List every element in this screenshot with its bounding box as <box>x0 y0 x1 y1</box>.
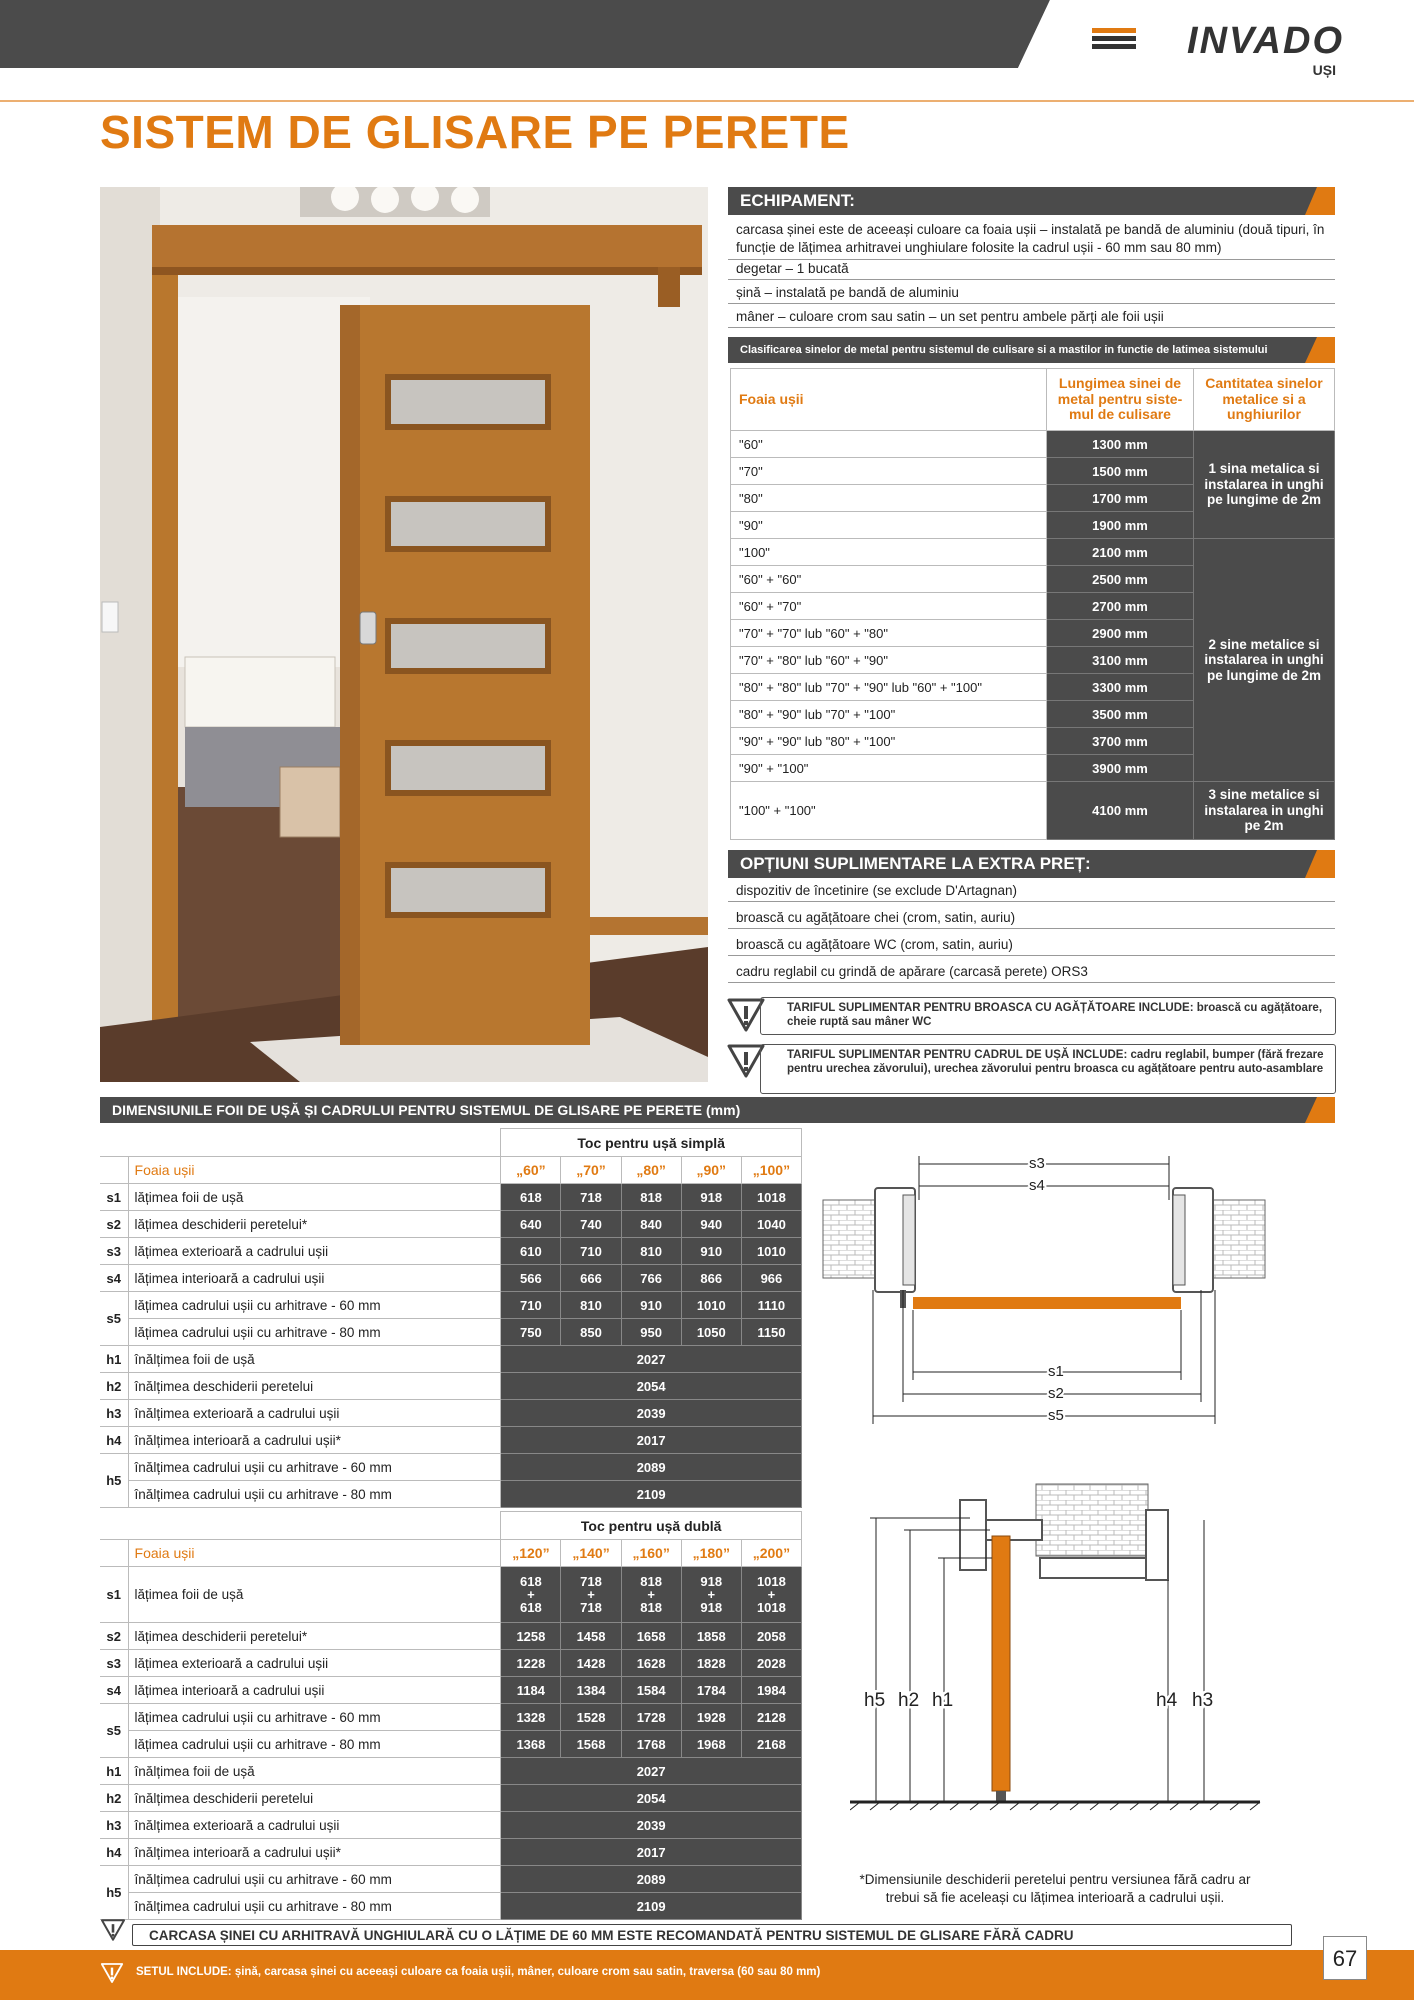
dim-label-s5: s5 <box>1048 1407 1064 1424</box>
cls-door: "80" <box>731 485 1047 512</box>
cell-bottom: 918 <box>700 1600 723 1615</box>
row-label: lățimea cadrului ușii cu arhitrave - 80 mm <box>128 1319 501 1346</box>
equipment-item: șină – instalată pe bandă de aluminiu <box>728 282 1335 304</box>
cell <box>561 1567 621 1623</box>
cell: 866 <box>681 1265 741 1292</box>
cell: 1050 <box>681 1319 741 1346</box>
cell: 2058 <box>741 1623 801 1650</box>
cell: 710 <box>501 1292 561 1319</box>
row-label: lățimea cadrului ușii cu arhitrave - 80 mm <box>128 1731 501 1758</box>
row-code: s2 <box>100 1211 128 1238</box>
cls-door: "80" + "80" lub "70" + "90" lub "60" + "100" <box>731 674 1047 701</box>
warning-icon <box>100 1962 124 1984</box>
cell: 850 <box>561 1319 621 1346</box>
cell: 840 <box>621 1211 681 1238</box>
cell <box>741 1567 801 1623</box>
cell-bottom: 1018 <box>756 1600 786 1615</box>
row-label: înălțimea foii de ușă <box>128 1758 501 1785</box>
brand-name: INVADO <box>1187 20 1344 62</box>
cls-length: 2900 mm <box>1047 620 1194 647</box>
dim-label-h2: h2 <box>898 1690 920 1711</box>
row-code: s5 <box>100 1292 128 1346</box>
lock-surcharge-note: TARIFUL SUPLIMENTAR PENTRU BROASCA CU AGĂȚĂTOARE INCLUDE: broască cu agățătoare, cheie ruptă sau mâner WC <box>760 997 1336 1035</box>
cell: 1328 <box>501 1704 561 1731</box>
brand-logo <box>1084 18 1344 78</box>
col-count: Cantitatea sinelor metalice si a unghiurilor <box>1194 369 1335 431</box>
cls-count: 1 sina metalica si instalarea in unghi pe lungime de 2m <box>1194 431 1335 539</box>
cell: 1184 <box>501 1677 561 1704</box>
cell: 640 <box>501 1211 561 1238</box>
single-caption: Toc pentru ușă simplă <box>501 1129 802 1157</box>
door-label: Foaia ușii <box>128 1157 501 1184</box>
dim-label-s1: s1 <box>1048 1363 1064 1380</box>
cell: 750 <box>501 1319 561 1346</box>
cell: 910 <box>621 1292 681 1319</box>
dim-label-s3: s3 <box>1029 1155 1045 1172</box>
option-item: broască cu agățătoare WC (crom, satin, auriu) <box>728 934 1335 956</box>
warning-icon <box>100 1918 126 1942</box>
cell <box>621 1567 681 1623</box>
cell-plus: + <box>767 1587 776 1602</box>
heading-accent-icon <box>1305 187 1335 215</box>
cell: 2054 <box>501 1785 802 1812</box>
options-heading <box>728 850 1335 878</box>
row-label: înălțimea foii de ușă <box>128 1346 501 1373</box>
row-code: h1 <box>100 1758 128 1785</box>
cls-door: "70" + "80" lub "60" + "90" <box>731 647 1047 674</box>
cell: 1384 <box>561 1677 621 1704</box>
cell: 918 <box>681 1184 741 1211</box>
cell-plus: + <box>707 1587 716 1602</box>
cell-bottom: 818 <box>640 1600 662 1615</box>
cls-length: 2700 mm <box>1047 593 1194 620</box>
equipment-heading <box>728 187 1335 215</box>
rail-classification-table <box>730 368 1335 840</box>
row-code: h3 <box>100 1812 128 1839</box>
cell-bottom: 718 <box>580 1600 602 1615</box>
size-header: „200” <box>741 1540 801 1567</box>
row-code: s2 <box>100 1623 128 1650</box>
cell-bottom: 618 <box>520 1600 542 1615</box>
cell: 2109 <box>501 1481 802 1508</box>
cls-length: 1500 mm <box>1047 458 1194 485</box>
cell: 1728 <box>621 1704 681 1731</box>
row-code: h2 <box>100 1373 128 1400</box>
row-label: înălțimea deschiderii peretelui <box>128 1785 501 1812</box>
cls-length: 1900 mm <box>1047 512 1194 539</box>
equipment-item: carcasa șinei este de aceeași culoare ca foaia ușii – instalată pe bandă de aluminiu (două tipuri, în funcție de lățimea arhitravei unghiulare folosite la cadrul ușii - 60 mm sau 80 mm) <box>728 218 1335 260</box>
cell: 1040 <box>741 1211 801 1238</box>
cell-top: 918 <box>700 1574 723 1589</box>
row-label: înălțimea deschiderii peretelui <box>128 1373 501 1400</box>
row-label: înălțimea cadrului ușii cu arhitrave - 60 mm <box>128 1454 501 1481</box>
row-label: înălțimea cadrului ușii cu arhitrave - 80 mm <box>128 1893 501 1920</box>
col-length: Lungimea sinei de metal pentru siste-mul de culisare <box>1047 369 1194 431</box>
heading-accent-icon <box>1305 850 1335 878</box>
row-label: lățimea interioară a cadrului ușii <box>128 1677 501 1704</box>
cell: 1110 <box>741 1292 801 1319</box>
row-label: înălțimea cadrului ușii cu arhitrave - 80 mm <box>128 1481 501 1508</box>
cell: 610 <box>501 1238 561 1265</box>
col-door: Foaia ușii <box>731 369 1047 431</box>
row-label: lățimea cadrului ușii cu arhitrave - 60 mm <box>128 1704 501 1731</box>
cell: 740 <box>561 1211 621 1238</box>
row-code: h4 <box>100 1839 128 1866</box>
cell: 1428 <box>561 1650 621 1677</box>
size-header: „60” <box>501 1157 561 1184</box>
size-header: „120” <box>501 1540 561 1567</box>
header-divider <box>0 100 1414 102</box>
footnote: *Dimensiunile deschiderii peretelui pentru versiunea fără cadru ar trebui să fie aceleași cu lățimea interioară a cadrului ușii. <box>859 1872 1251 1905</box>
cell: 1258 <box>501 1623 561 1650</box>
cell: 2089 <box>501 1866 802 1893</box>
row-label: înălțimea exterioară a cadrului ușii <box>128 1400 501 1427</box>
cell: 1968 <box>681 1731 741 1758</box>
frame-surcharge-note: TARIFUL SUPLIMENTAR PENTRU CADRUL DE UȘĂ INCLUDE: cadru reglabil, bumper (fără frezare pentru urechea zăvorului), urechea zăvorului pentru broasca cu agățătoare pentru auto-asamblare <box>760 1044 1336 1094</box>
cell: 666 <box>561 1265 621 1292</box>
cell: 2039 <box>501 1400 802 1427</box>
cell: 1150 <box>741 1319 801 1346</box>
row-label: înălțimea exterioară a cadrului ușii <box>128 1812 501 1839</box>
cell: 1228 <box>501 1650 561 1677</box>
cls-door: "60" <box>731 431 1047 458</box>
row-label: lățimea exterioară a cadrului ușii <box>128 1238 501 1265</box>
row-label: lățimea deschiderii peretelui* <box>128 1211 501 1238</box>
cls-length: 3700 mm <box>1047 728 1194 755</box>
cls-length: 2100 mm <box>1047 539 1194 566</box>
size-header: „140” <box>561 1540 621 1567</box>
row-label: lățimea interioară a cadrului ușii <box>128 1265 501 1292</box>
cell: 1928 <box>681 1704 741 1731</box>
cell: 1768 <box>621 1731 681 1758</box>
cls-door: "60" + "70" <box>731 593 1047 620</box>
cell: 710 <box>561 1238 621 1265</box>
row-label: lățimea cadrului ușii cu arhitrave - 60 mm <box>128 1292 501 1319</box>
recommendation-note: CARCASA ȘINEI CU ARHITRAVĂ UNGHIULARĂ CU O LĂȚIME DE 60 MM ESTE RECOMANDATĂ PENTRU SISTEMUL DE GLISARE FĂRĂ CADRU <box>132 1924 1292 1946</box>
frame-width-diagram <box>815 1150 1275 1430</box>
size-header: „90” <box>681 1157 741 1184</box>
row-code: h4 <box>100 1427 128 1454</box>
option-item: dispozitiv de încetinire (se exclude D'Artagnan) <box>728 880 1335 902</box>
cell: 1018 <box>741 1184 801 1211</box>
cell: 810 <box>621 1238 681 1265</box>
set-includes: SETUL INCLUDE: șină, carcasa șinei cu aceeași culoare ca foaia ușii, mâner, culoare crom sau satin, traversa (60 sau 80 mm) <box>136 1966 821 1978</box>
cell: 950 <box>621 1319 681 1346</box>
cls-door: "60" + "60" <box>731 566 1047 593</box>
cell <box>681 1567 741 1623</box>
cell: 718 <box>561 1184 621 1211</box>
double-caption: Toc pentru ușă dublă <box>501 1512 802 1540</box>
cell: 2109 <box>501 1893 802 1920</box>
cell: 1858 <box>681 1623 741 1650</box>
cell: 2168 <box>741 1731 801 1758</box>
row-code: h5 <box>100 1454 128 1508</box>
dim-label-s4: s4 <box>1029 1177 1045 1194</box>
dim-label-h3: h3 <box>1192 1690 1214 1711</box>
cls-length: 3300 mm <box>1047 674 1194 701</box>
equipment-heading-text: ECHIPAMENT: <box>740 191 855 210</box>
options-heading-text: OPȚIUNI SUPLIMENTARE LA EXTRA PREȚ: <box>740 854 1091 873</box>
cell: 618 <box>501 1184 561 1211</box>
size-header: „70” <box>561 1157 621 1184</box>
row-label: lățimea exterioară a cadrului ușii <box>128 1650 501 1677</box>
row-code: s5 <box>100 1704 128 1758</box>
cls-length: 3500 mm <box>1047 701 1194 728</box>
cell-top: 618 <box>520 1574 542 1589</box>
cell: 566 <box>501 1265 561 1292</box>
cell: 818 <box>621 1184 681 1211</box>
row-code: h5 <box>100 1866 128 1920</box>
single-door-table <box>100 1128 802 1508</box>
cell: 2017 <box>501 1427 802 1454</box>
heading-accent-icon <box>1305 1097 1335 1123</box>
classification-heading <box>728 337 1335 363</box>
page-title: SISTEM DE GLISARE PE PERETE <box>100 106 850 158</box>
cell: 2027 <box>501 1346 802 1373</box>
dim-label-s2: s2 <box>1048 1385 1064 1402</box>
cell: 2054 <box>501 1373 802 1400</box>
cls-door: "100" + "100" <box>731 782 1047 840</box>
dimensions-heading <box>100 1097 1335 1123</box>
row-label: lățimea foii de ușă <box>128 1184 501 1211</box>
cell <box>501 1567 561 1623</box>
cls-count: 2 sine metalice si instalarea in unghi pe lungime de 2m <box>1194 539 1335 782</box>
double-door-table <box>100 1511 802 1920</box>
cell: 1368 <box>501 1731 561 1758</box>
option-item: broască cu agățătoare chei (crom, satin, auriu) <box>728 907 1335 929</box>
heading-accent-icon <box>1305 337 1335 363</box>
row-code: s3 <box>100 1650 128 1677</box>
equipment-item: mâner – culoare crom sau satin – un set pentru ambele părți ale foii ușii <box>728 306 1335 328</box>
row-code: s4 <box>100 1677 128 1704</box>
cell: 2089 <box>501 1454 802 1481</box>
cell: 2017 <box>501 1839 802 1866</box>
size-header: „180” <box>681 1540 741 1567</box>
dim-label-h1: h1 <box>932 1690 954 1711</box>
dimensions-heading-text: DIMENSIUNILE FOII DE UȘĂ ȘI CADRULUI PENTRU SISTEMUL DE GLISARE PE PERETE (mm) <box>112 1102 741 1118</box>
row-code: s1 <box>100 1567 128 1623</box>
cell: 2128 <box>741 1704 801 1731</box>
size-header: „100” <box>741 1157 801 1184</box>
cls-length: 4100 mm <box>1047 782 1194 840</box>
cell: 910 <box>681 1238 741 1265</box>
cls-door: "70" <box>731 458 1047 485</box>
row-code: h2 <box>100 1785 128 1812</box>
cell: 810 <box>561 1292 621 1319</box>
option-item: cadru reglabil cu grindă de apărare (carcasă perete) ORS3 <box>728 961 1335 983</box>
dim-label-h5: h5 <box>864 1690 886 1711</box>
cell-plus: + <box>587 1587 595 1602</box>
row-label: lățimea foii de ușă <box>128 1567 501 1623</box>
cls-length: 2500 mm <box>1047 566 1194 593</box>
cls-door: "100" <box>731 539 1047 566</box>
equipment-item: degetar – 1 bucată <box>728 258 1335 280</box>
cell-top: 818 <box>640 1574 662 1589</box>
door-label: Foaia ușii <box>128 1540 501 1567</box>
brand-sub: UȘI <box>1312 62 1336 78</box>
frame-height-diagram <box>850 1480 1270 1840</box>
row-label: înălțimea interioară a cadrului ușii* <box>128 1427 501 1454</box>
cls-door: "80" + "90" lub "70" + "100" <box>731 701 1047 728</box>
cls-length: 1300 mm <box>1047 431 1194 458</box>
cls-door: "90" + "90" lub "80" + "100" <box>731 728 1047 755</box>
dim-label-h4: h4 <box>1156 1690 1178 1711</box>
page-number: 67 <box>1323 1936 1367 1980</box>
row-code: s4 <box>100 1265 128 1292</box>
cell: 1568 <box>561 1731 621 1758</box>
cell: 766 <box>621 1265 681 1292</box>
cell: 1010 <box>681 1292 741 1319</box>
cell: 966 <box>741 1265 801 1292</box>
cls-length: 3100 mm <box>1047 647 1194 674</box>
cell: 1528 <box>561 1704 621 1731</box>
cell: 940 <box>681 1211 741 1238</box>
cell: 1658 <box>621 1623 681 1650</box>
cls-door: "70" + "70" lub "60" + "80" <box>731 620 1047 647</box>
cell: 1984 <box>741 1677 801 1704</box>
row-label: lățimea deschiderii peretelui* <box>128 1623 501 1650</box>
sliding-door-photo <box>100 187 708 1082</box>
size-header: „80” <box>621 1157 681 1184</box>
cell: 2039 <box>501 1812 802 1839</box>
classification-heading-text: Clasificarea sinelor de metal pentru sistemul de culisare si a mastilor in functie de latimea sistemului <box>740 344 1268 356</box>
logo-stripes-icon <box>1092 28 1136 56</box>
cell-plus: + <box>527 1587 535 1602</box>
row-code: h1 <box>100 1346 128 1373</box>
cell: 1784 <box>681 1677 741 1704</box>
cls-door: "90" <box>731 512 1047 539</box>
row-label: înălțimea cadrului ușii cu arhitrave - 60 mm <box>128 1866 501 1893</box>
cell: 1628 <box>621 1650 681 1677</box>
row-label: înălțimea interioară a cadrului ușii* <box>128 1839 501 1866</box>
footer-bar <box>0 1950 1414 2000</box>
cls-door: "90" + "100" <box>731 755 1047 782</box>
row-code: s1 <box>100 1184 128 1211</box>
cell: 1010 <box>741 1238 801 1265</box>
cell-top: 1018 <box>756 1574 786 1589</box>
cell: 1584 <box>621 1677 681 1704</box>
size-header: „160” <box>621 1540 681 1567</box>
row-code: h3 <box>100 1400 128 1427</box>
cell: 2028 <box>741 1650 801 1677</box>
cell: 1458 <box>561 1623 621 1650</box>
cls-length: 1700 mm <box>1047 485 1194 512</box>
cls-count: 3 sine metalice si instalarea in unghi pe 2m <box>1194 782 1335 840</box>
cell: 1828 <box>681 1650 741 1677</box>
cls-length: 3900 mm <box>1047 755 1194 782</box>
cell-top: 718 <box>580 1574 602 1589</box>
cell-plus: + <box>647 1587 655 1602</box>
cell: 2027 <box>501 1758 802 1785</box>
row-code: s3 <box>100 1238 128 1265</box>
